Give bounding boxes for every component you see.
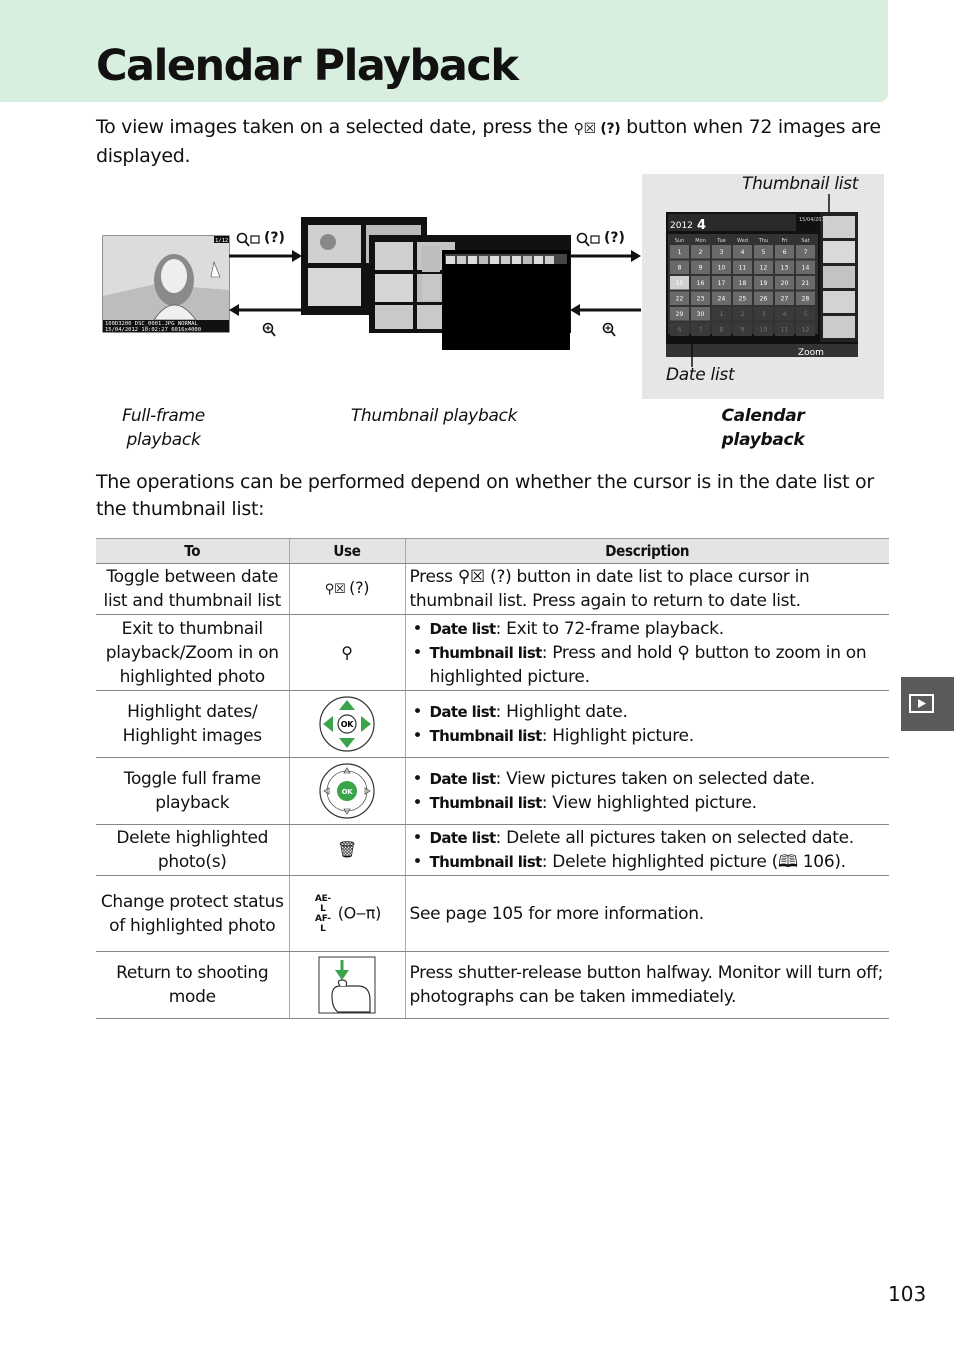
calendar-date: 18 [738,280,747,287]
calendar-date: 12 [801,326,810,334]
header-to: To [96,539,289,564]
calendar-date: 17 [717,280,726,287]
calendar-date: 21 [801,280,810,287]
calendar-date: 2 [740,311,745,318]
row-desc: • Date list: View pictures taken on selected date. • Thumbnail list: View highlighted picture. [405,758,889,825]
calendar-date: 14 [801,264,810,272]
header-use: Use [289,539,405,564]
row-to: Toggle full frame playback [96,758,289,825]
calendar-date: 16 [696,280,705,287]
calendar-date: 10 [759,326,768,334]
playback-figure [96,172,886,462]
ae-l-af-l-button-icon: AE-L AF-L (O‒π) [289,876,405,952]
table-row [96,691,889,758]
calendar-date: 28 [801,295,810,303]
row-to: Delete highlighted photo(s) [96,825,289,876]
calendar-date: 22 [675,295,684,303]
caption-calendar: Calendar playback [721,406,805,450]
table-row [96,876,889,952]
calendar-date: 5 [803,311,808,318]
arrow-left-1 [229,304,302,316]
calendar-date: 27 [780,295,789,303]
row-to: Return to shooting mode [96,952,289,1019]
calendar-day-header: Fri [781,238,788,244]
calendar-date: 29 [675,311,684,318]
calendar-date: 4 [782,311,787,318]
full-frame-screen [103,236,229,332]
calendar-date: 25 [738,295,747,303]
calendar-date: 9 [740,326,745,334]
screen-counter: 1/12 [215,238,229,244]
calendar-date: 20 [780,280,789,287]
calendar-day-header: Wed [737,238,748,244]
row-to: Change protect status of highlighted photo [96,876,289,952]
calendar-date: 3 [761,311,766,318]
calendar-day-header: Sat [801,238,810,244]
row-to: Exit to thumbnail playback/Zoom in on highlighted photo [96,615,289,691]
table-row [96,952,889,1019]
zoom-in-icon-2 [604,324,616,337]
trash-icon: 🗑 [289,825,405,876]
calendar-date: 11 [780,326,789,334]
calendar-date: 6 [677,326,682,334]
thumbnail-button-icon: ⚲☒ (?) [573,121,621,137]
table-row [96,615,889,691]
calendar-date: 1 [677,249,682,256]
calendar-date: 23 [696,295,705,303]
calendar-date: 4 [740,249,745,256]
arrow-right-1 [229,250,302,262]
table-row [96,758,889,825]
calendar-date: 13 [780,264,789,272]
zoom-out-thumb-icon-2 [578,234,600,247]
calendar-day-header: Thu [758,238,769,244]
operations-paragraph: The operations can be performed depend on whether the cursor is in the date list or the thumbnail list: [96,471,874,520]
zoom-in-icon [264,324,276,337]
table-header-row [96,539,889,564]
row-desc: • Date list: Delete all pictures taken on selected date. • Thumbnail list: Delete highlighted picture (🕮 106). [405,825,889,876]
playback-tab [901,677,954,731]
calendar-year: 2012 [670,221,693,231]
operations-table [96,538,889,1019]
left-button-label: (?) [264,230,285,246]
row-to: Highlight dates/ Highlight images [96,691,289,758]
screen-info-line1: 100D3200 DSC_0001.JPG NORMAL [105,321,198,327]
calendar-date: 9 [698,264,703,272]
header-description: Description [405,539,889,564]
calendar-date: 8 [719,326,724,334]
calendar-month: 4 [697,218,707,233]
multi-selector-arrows-icon [289,691,405,758]
thumbnail-list-label: Thumbnail list [742,174,859,194]
shutter-release-icon [289,952,405,1019]
ok-button-icon [289,758,405,825]
arrow-right-2 [570,250,641,262]
table-row [96,564,889,615]
calendar-date: 24 [717,295,726,303]
calendar-stamp: 15/04/2012 [799,217,828,223]
calendar-zoom-label: Zoom [798,348,824,358]
intro-paragraph: To view images taken on a selected date, press the ⚲☒ (?) button when 72 images are displayed. [96,116,881,167]
calendar-date: 12 [759,264,768,272]
calendar-date: 3 [719,249,724,256]
right-button-label: (?) [604,230,625,246]
calendar-date: 30 [696,311,705,318]
calendar-date: 10 [717,264,726,272]
calendar-date: 6 [782,249,787,256]
row-desc: See page 105 for more information. [405,876,889,952]
calendar-date: 19 [759,280,768,287]
page-number: 103 [888,1282,927,1306]
calendar-date: 5 [761,249,766,256]
playback-icon [901,677,954,731]
row-desc: • Date list: Highlight date. • Thumbnail list: Highlight picture. [405,691,889,758]
svg-text:OK: OK [340,720,354,729]
calendar-day-header: Tue [717,238,726,244]
row-desc: Press ⚲☒ (?) button in date list to place cursor in thumbnail list. Press again to return to date list. [405,564,889,615]
caption-thumbnail: Thumbnail playback [350,406,518,426]
page-title: Calendar Playback [96,41,518,91]
table-row [96,825,889,876]
calendar-date: 1 [719,311,724,318]
calendar-date: 7 [803,249,808,256]
arrow-left-2 [570,304,641,316]
calendar-date: 2 [698,249,703,256]
svg-text:OK: OK [341,788,353,796]
date-list-label: Date list [666,365,735,385]
calendar-date: 7 [698,326,703,334]
calendar-date: 15 [675,280,684,287]
calendar-date: 8 [677,264,682,272]
row-desc: Press shutter-release button halfway. Monitor will turn off; photographs can be taken immediately. [405,952,889,1019]
calendar-date: 26 [759,295,768,303]
screen-info-line2: 15/04/2012 10:02:27 6016x4000 [105,327,202,333]
calendar-day-header: Sun [674,238,685,244]
calendar-date: 11 [738,264,747,272]
thumbnail-stack [301,217,571,350]
thumbnail-button-icon: ⚲☒ (?) [289,564,405,615]
row-to: Toggle between date list and thumbnail list [96,564,289,615]
zoom-in-button-icon: ⚲ [289,615,405,691]
calendar-day-header: Mon [695,238,706,244]
caption-full-frame: Full-frame playback [122,406,205,450]
row-desc: • Date list: Exit to 72-frame playback. • Thumbnail list: Press and hold ⚲ button to zoom in on highlighted picture. [405,615,889,691]
zoom-out-thumb-icon [238,234,260,247]
